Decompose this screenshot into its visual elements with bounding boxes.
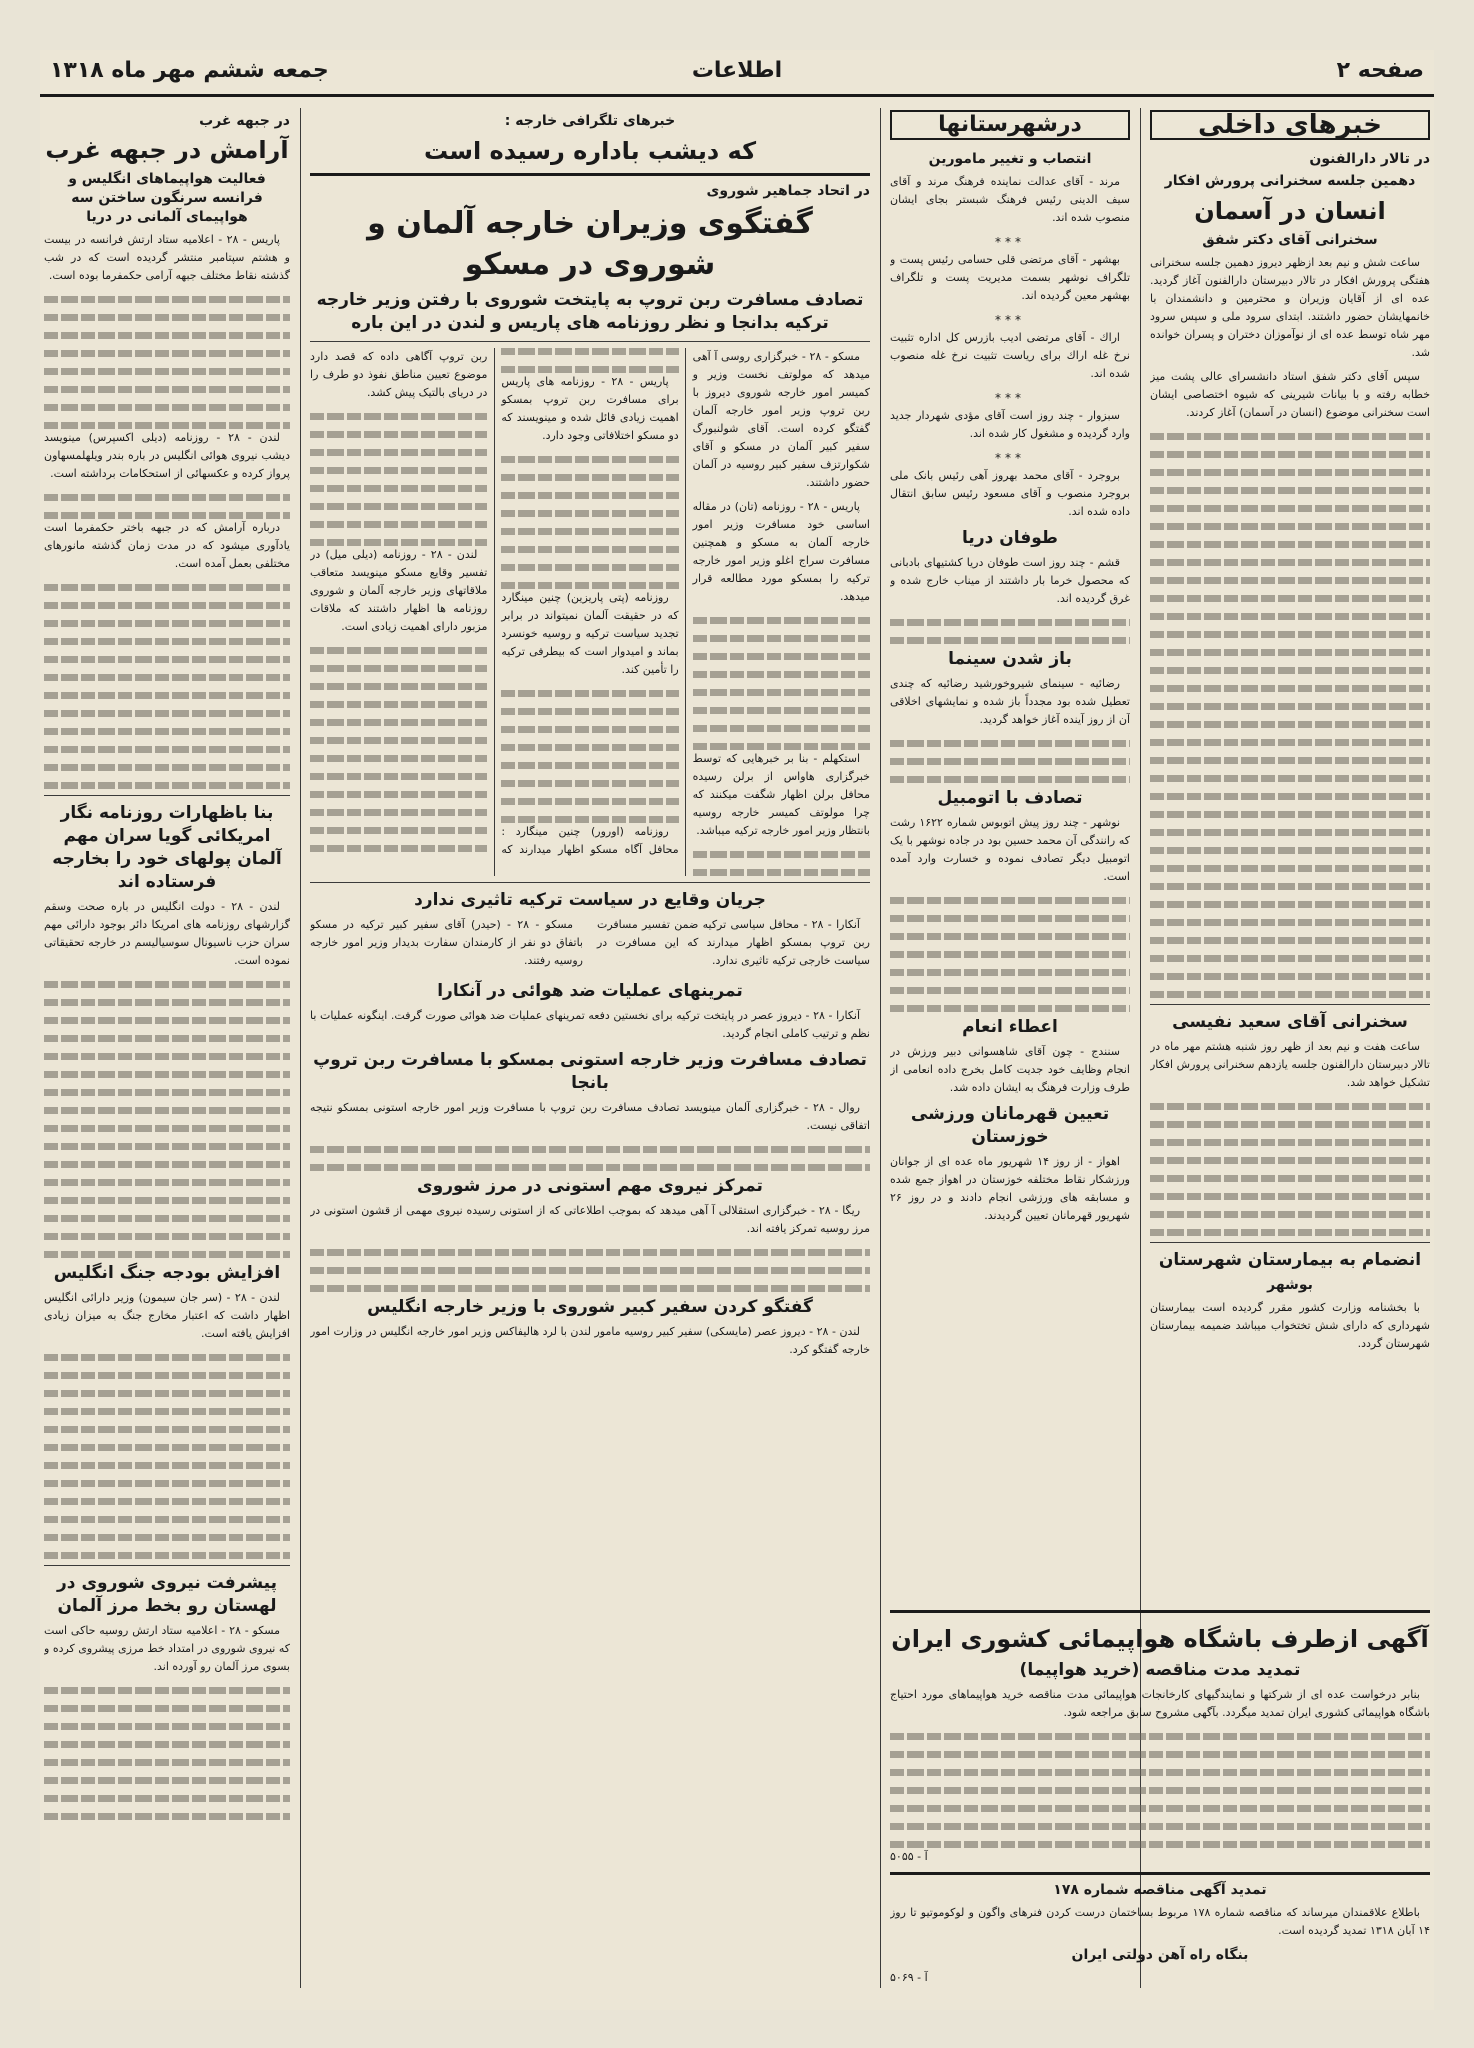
news-item: اراك - آقای مرتضی ادیب بازرس کل اداره تثبیت نرخ غله اراك برای ریاست تثبیت نرخ غله منصوب شده اند.: [890, 330, 1130, 380]
article-paragraph: لندن - ۲۸ - روزنامه (دیلی اکسپرس) مینویسد دیشب نیروی هوائی انگلیس در باره بندر ویلهلمسهاون پرواز کرده و عکسهائی از استحکامات برداشته است.: [44, 431, 290, 481]
article-paragraph: ریگا - ۲۸ - خبرگزاری استقلالی آ آهی میدهد که بموجب اطلاعاتی که از استونی رسیده نیروی مهمی از قشون استونی در مرز روسیه تمرکز یافته اند.: [310, 1203, 870, 1235]
ad-title: تمدید آگهی مناقصه شماره ۱۷۸: [1053, 1882, 1267, 1899]
section-box-domestic: خبرهای داخلی: [1150, 110, 1430, 140]
article-headline: آرامش در جبهه غرب: [45, 136, 289, 164]
article-paragraph: با بخشنامه وزارت کشور مقرر گردیده است بیمارستان شهرداری که دارای شش تختخواب میباشد ضمیمه بیمارستان شهرستان گردد.: [1150, 1300, 1430, 1350]
ad-signature: بنگاه راه آهن دولتی ایران: [1071, 1947, 1249, 1964]
speaker-line: سخنرانی آقای دکتر شفق: [1202, 232, 1378, 249]
article-paragraph: پاریس - ۲۸ - روزنامه های پاریس برای مسافرت ربن تروپ بمسکو اهمیت زیادی قائل شده و مینویسند که دو مسکو اختلافاتی وجود دارد.: [501, 375, 679, 443]
article-paragraph: مسکو - ۲۸ - اعلامیه ستاد ارتش روسیه حاکی است که نیروی شوروی در امتداد خط مرزی پیشروی کرده و بسوی مرز آلمان رو آورده اند.: [44, 1623, 290, 1673]
article-paragraph: آنکارا - ۲۸ - محافل سیاسی ترکیه ضمن تفسیر مسافرت ربن تروپ بمسکو اظهار میدارند که این مسافرت در سیاست خارجی ترکیه تاثیری ندارد.: [597, 918, 870, 968]
news-item: بروجرد - آقای محمد بهروز آهی رئیس بانک ملی بروجرد منصوب و آقای مسعود رئیس سابق انتقال داده شده اند.: [890, 468, 1130, 518]
news-item: رضائیه - سینمای شیروخورشید رضائیه که چندی تعطیل شده بود مجدداً باز شده و نمایشهای اخلاقی آن از روز آینده آغاز خواهد گردید.: [890, 676, 1130, 726]
article-paragraph: آنکارا - ۲۸ - دیروز عصر در پایتخت ترکیه برای نخستین دفعه تمرینهای عملیات ضد هوائی صورت گرفت. اینگونه عملیات با نظم و ترتیب کاملی انجام گردید.: [310, 1009, 870, 1041]
subheadline: باز شدن سینما: [948, 648, 1072, 669]
subheadline: سخنرانی آقای سعید نفیسی: [1172, 1012, 1408, 1033]
subheadline: تعیین قهرمانان ورزشی خوزستان: [910, 1103, 1110, 1147]
article-paragraph: درباره آرامش که در جبهه باختر حکمفرما است یادآوری میشود که در مدت زمان گذشته مانورهای مختلفی بعمل آمده است.: [44, 521, 290, 571]
article-paragraph: لندن - ۲۸ - دولت انگلیس در باره صحت وسقم گزارشهای روزنامه های امریکا دائر بوجود دارائی مهم سران حزب ناسیونال سوسیالیسم در خارجه تحقیقاتی نموده است.: [44, 899, 290, 967]
article-headline: انسان در آسمان: [1194, 196, 1386, 225]
main-subheadline: تصادف مسافرت ربن تروپ به پایتخت شوروی با رفتن وزیر خارجه ترکیه بدانجا و نظر روزنامه های پاریس و لندن در این باره: [316, 290, 864, 334]
newspaper-name: اطلاعات: [691, 58, 783, 83]
article-paragraph: استکهلم - بنا بر خبرهایی که توسط خبرگزاری هاواس از برلن رسیده محافل برلن اظهار شگفت میکنند که چرا مولوتف کمیسر خارجه روسیه بانتظار وزیر امور خارجه ترکیه میباشد.: [692, 752, 870, 838]
news-item: نوشهر - چند روز پیش اتوبوس شماره ۱۶۲۲ رشت که رانندگی آن محمد حسین بود در جاده نوشهر با یک اتومبیل دیگر تصادف نموده و خسارت وارد آمده است.: [890, 815, 1130, 883]
banner-headline: که دیشب باداره رسیده است: [423, 136, 757, 165]
page-number: صفحه ۲: [1336, 58, 1424, 83]
article-paragraph: مسکو - ۲۸ - خبرگزاری روسی آ آهی میدهد که مولوتف نخست وزیر و کمیسر امور خارجه شوروی دیروز با ربن تروپ وزیر امور خارجه آلمان گفتگو کرده است. آقای شولنبورگ سفیر کبیر آلمان در مسکو و آقای شکوارتزف سفیر کبیر روسیه در آلمان حضور داشتند.: [692, 350, 870, 490]
kicker: خبرهای تلگرافی خارجه :: [504, 113, 676, 129]
newspaper-page: [40, 50, 1434, 2010]
ad-body: باطلاع علاقمندان میرساند که مناقصه شماره ۱۷۸ مربوط بساختمان درست کردن فنرهای واگون و لوکوموتیو تا روز ۱۴ آبان ۱۳۱۸ تمدید گردیده است.: [890, 1906, 1430, 1938]
subheadline: اعطاء انعام: [962, 1016, 1058, 1037]
subheadline: انضمام به بیمارستان شهرستان: [1158, 1250, 1422, 1271]
foreign-news-column: [310, 108, 870, 1988]
article-paragraph: لندن - ۲۸ - روزنامه (دیلی میل) در تفسیر وقایع مسکو مینویسد متعاقب ملاقاتهای وزیر خارجه آلمان و شوروی روزنامه ها اظهار داشتند که ملاقات مزبور دارای اهمیت زیادی است.: [310, 548, 488, 634]
column-rule: [300, 108, 301, 1988]
subheadline: جریان وقایع در سیاست ترکیه تاثیری ندارد: [414, 890, 766, 911]
dateline: بوشهر: [1267, 1277, 1313, 1294]
subheadline: فعالیت هواپیماهای انگلیس و فرانسه سرنگون ساختن سه هواپیمای آلمانی در دریا: [68, 171, 266, 226]
subheadline: افزایش بودجه جنگ انگلیس: [53, 1262, 281, 1283]
issue-date: جمعه ششم مهر ماه ۱۳۱۸: [50, 58, 329, 83]
section-label: در اتحاد جماهیر شوروی: [706, 183, 870, 200]
ad-subtitle: تمدید مدت مناقصه (خرید هواپیما): [1019, 1660, 1301, 1681]
article-paragraph: سپس آقای دکتر شفق استاد دانشسرای عالی پشت میز خطابه رفته و با بیانات شیرینی که شیوه اختصاصی ایشان است سخنرانی موضوع (انسان در آسمان) آغاز کردند.: [1150, 370, 1430, 420]
article-paragraph: ساعت شش و نیم بعد ازظهر دیروز دهمین جلسه سخنرانی هفتگی پرورش افکار در تالار دبیرستان دارالفنون آغاز گردید. عده ای از آقایان وزیران و محترمین و دانشمندان با خانمهایشان حضور داشتند. ابتدای سرود ملی و سپس سرود مهر شاه توسط عده ای از نوآموزان دختران و پسران خوانده شد.: [1150, 256, 1430, 360]
advertisement-block: [890, 1610, 1430, 2009]
masthead: [40, 50, 1434, 97]
main-headline: گفتگوی وزیران خارجه آلمان و شوروی در مسکو: [367, 206, 813, 282]
article-paragraph: روزنامه (پتی پاریزین) چنین مینگارد که در حقیقت آلمان نمیتواند در برابر تجدید سیاست ترکیه و روسیه خونسرد بماند و امیدوار است که بیطرفی ترکیه را تأمین کند.: [501, 591, 679, 677]
article-paragraph: پاریس - ۲۸ - روزنامه (تان) در مقاله اساسی خود مسافرت وزیر امور خارجه آلمان به مسکو و همچنین مسافرت سراج اغلو وزیر امور خارجه ترکیه را بمسکو مورد مطالعه قرار میدهد.: [692, 500, 870, 604]
subheadline: طوفان دریا: [962, 527, 1058, 548]
ad-code: آ - ۵۰۵۵: [890, 1850, 928, 1864]
subheadline: تصادف با اتومبیل: [937, 787, 1083, 808]
section-box-provinces: درشهرستانها: [890, 110, 1130, 140]
subheadline: دهمین جلسه سخنرانی پرورش افکار: [1164, 173, 1416, 189]
subheadline: گفتگو کردن سفیر کبیر شوروی با وزیر خارجه انگلیس: [367, 1296, 813, 1317]
subheadline: بنا باظهارات روزنامه نگار امریکائی گویا سران مهم آلمان پولهای خود را بخارجه فرستاده اند: [52, 803, 282, 892]
news-item: اهواز - از روز ۱۴ شهریور ماه عده ای از جوانان ورزشکار نقاط مختلفه خوزستان در اهواز جمع شده و مسابقه های ورزشی انجام دادند و در روز ۲۶ شهریور قهرمانان تعیین گردیدند.: [890, 1154, 1130, 1222]
article-paragraph: روال - ۲۸ - خبرگزاری آلمان مینویسد تصادف مسافرت ربن تروپ با مسافرت وزیر امور خارجه استونی بمسکو نتیجه اتفاقی نیست.: [310, 1100, 870, 1132]
provincial-news-column: درشهرستانها انتصاب و تغییر مامورین مرند - آقای عدالت نماینده فرهنگ مرند و آقای سیف الدینی رئیس فرهنگ شبستر بجای ایشان منصوب شده اند. *** بهشهر - آقای مرتضی قلی حسامی رئیس پست و تلگراف نوشهر بسمت مدیریت پست و تلگراف بهشهر معین گردیده اند. *** اراك - آقای مرتضی ادیب بازرس کل اداره تثبیت نرخ غله اراك برای ریاست تثبیت نرخ غله منصوب شده اند. *** سبزوار - چند روز است آقای مؤدی شهردار جدید وارد گردیده و مشغول کار شده اند. *** بروجرد - آقای محمد بهروز آهی رئیس بانک ملی بروجرد منصوب و آقای مسعود رئیس سابق انتقال داده شده اند. طوفان دریا قشم - چند روز است طوفان دریا کشتیهای بادبانی که محصول خرما بار داشتند از میناب خارج شده و غرق گردیده اند. باز شدن سینما رضائیه - سینمای شیروخورشید رضائیه که چندی تعطیل شده بود مجدداً باز شده و نمایشهای اخلاقی آن از روز آینده آغاز خواهد گردید. تصادف با اتومبیل نوشهر - چند روز پیش اتوبوس شماره ۱۶۲۲ رشت که رانندگی آن محمد حسین بود در جاده نوشهر با یک اتومبیل دیگر تصادف نموده و خسارت وارد آمده است. اعطاء انعام سنندج - چون آقای شاهسوانی دبیر ورزش در انجام وظایف خود جدیت کامل بخرج داده انعامی از طرف وزارت فرهنگ به ایشان داده شد. تعیین قهرمانان ورزشی خوزستان اهواز - از روز ۱۴ شهریور ماه عده ای از جوانان ورزشکار نقاط مختلفه خوزستان در اهواز جمع شده و مسابقه های ورزشی انجام دادند و در روز ۲۶ شهریور قهرمانان تعیین گردیدند.: [890, 108, 1130, 1598]
subheadline: تصادف مسافرت وزیر خارجه استونی بمسکو با مسافرت ربن تروپ بانجا: [313, 1050, 867, 1093]
domestic-news-column: [1150, 108, 1430, 1598]
news-item: مرند - آقای عدالت نماینده فرهنگ مرند و آقای سیف الدینی رئیس فرهنگ شبستر بجای ایشان منصوب شده اند.: [890, 174, 1130, 224]
western-front-column: [44, 108, 290, 1988]
article-paragraph: لندن - ۲۸ - (سر جان سیمون) وزیر دارائی انگلیس اظهار داشت که اعتبار مخارج جنگ به میزان زیادی افزایش یافته است.: [44, 1290, 290, 1340]
subheadline: تمرکز نیروی مهم استونی در مرز شوروی: [417, 1175, 763, 1196]
subheadline: پیشرفت نیروی شوروی در لهستان رو بخط مرز آلمان: [57, 1572, 277, 1616]
article-paragraph: لندن - ۲۸ - دیروز عصر (مایسکی) سفیر کبیر روسیه مامور لندن با لرد هالیفاکس وزیر امور خارجه انگلیس در وزارت امور خارجه گفتگو کرد.: [310, 1324, 870, 1356]
ad-title: آگهی ازطرف باشگاه هواپیمائی کشوری ایران: [891, 1625, 1429, 1653]
article-paragraph: پاریس - ۲۸ - اعلامیه ستاد ارتش فرانسه در بیست و هشتم سپتامبر منتشر گردیده است که در شب گذشته نقاط مختلف جبهه آرامی حکمفرما بوده است.: [44, 233, 290, 283]
subheadline: انتصاب و تغییر مامورین: [928, 151, 1092, 167]
article-paragraph: مسکو - ۲۸ - (حیدر) آقای سفیر کبیر ترکیه در مسکو باتفاق دو نفر از کارمندان سفارت بدیدار وزیر امور خارجه روسیه رفتند.: [310, 918, 583, 968]
ad-code: آ - ۵۰۶۹: [890, 1971, 928, 1985]
news-item: بهشهر - آقای مرتضی قلی حسامی رئیس پست و تلگراف نوشهر بسمت مدیریت پست و تلگراف بهشهر معین گردیده اند.: [890, 252, 1130, 302]
news-item: قشم - چند روز است طوفان دریا کشتیهای بادبانی که محصول خرما بار داشتند از میناب خارج شده و غرق گردیده اند.: [890, 555, 1130, 605]
section-label: در جبهه غرب: [199, 113, 290, 129]
news-item: سبزوار - چند روز است آقای مؤدی شهردار جدید وارد گردیده و مشغول کار شده اند.: [890, 408, 1130, 440]
subheadline: تمرینهای عملیات ضد هوائی در آنکارا: [437, 981, 743, 1002]
article-paragraph: ساعت هفت و نیم بعد از ظهر روز شنبه هشتم مهر ماه در تالار دبیرستان دارالفنون جلسه یازدهم سخنرانی پرورش افکار تشکیل خواهد شد.: [1150, 1040, 1430, 1090]
ad-body: بنابر درخواست عده ای از شرکتها و نمایندگیهای کارخانجات هواپیمائی مدت مناقصه خرید هواپیماهای مورد احتیاج باشگاه هواپیمائی کشوری ایران تمدید میگردد. بآگهی مشروح سابق مراجعه شود.: [890, 1688, 1430, 1720]
column-rule: [880, 108, 881, 1988]
main-article-body: [310, 348, 870, 876]
news-item: سنندج - چون آقای شاهسوانی دبیر ورزش در انجام وظایف خود جدیت کامل بخرج داده انعامی از طرف وزارت فرهنگ به ایشان داده شد.: [890, 1044, 1130, 1094]
article-paragraph: روزنامه (اورور) چنین مینگارد : محافل آگاه مسکو اظهار میدارند که ربن تروپ آگاهی داده که قصد دارد موضوع تعیین مناطق نفوذ دو طرف را در دریای بالتیک پیش کشد.: [310, 350, 679, 857]
kicker: در تالار دارالفنون: [1309, 151, 1430, 167]
